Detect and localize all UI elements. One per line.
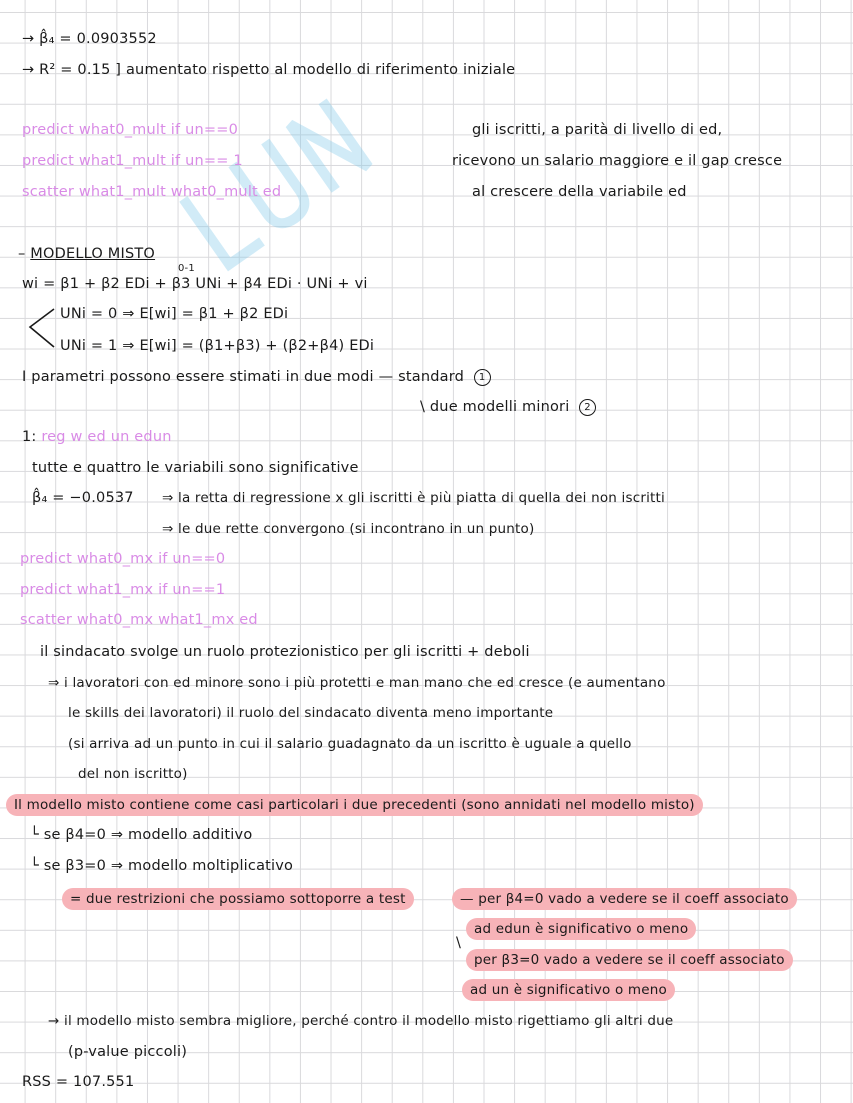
cmd-predict-what1-mult: predict what1_mult if un== 1	[22, 153, 243, 169]
cmd-predict-what0-mult: predict what0_mult if un==0	[22, 122, 239, 138]
branch-bracket	[26, 305, 56, 351]
cmd-predict-what0-mx: predict what0_mx if un==0	[20, 551, 226, 567]
test-beta4-line-1: — per β4=0 vado a vedere se il coeff associato	[452, 888, 797, 910]
section-title-misto: – MODELLO MISTO	[18, 246, 156, 262]
conclusion-line-1: → il modello misto sembra migliore, perché contro il modello misto rigettiamo gli altri due	[48, 1013, 674, 1029]
branch-slash: \	[456, 935, 462, 951]
additive-case: └ se β4=0 ⇒ modello additivo	[30, 827, 253, 843]
misto-equation: wi = β1 + β2 EDi + β3 UNi + β4 EDi · UNi + vi	[22, 276, 368, 292]
r2-mult: → R² = 0.15 ] aumentato rispetto al modello di riferimento iniziale	[22, 62, 516, 78]
test-beta3-line-2: ad un è significativo o meno	[462, 979, 675, 1001]
reg-interpretation-1: ⇒ la retta di regressione x gli iscritti è più piatta di quella dei non iscritti	[162, 490, 665, 506]
beta4-hat-mult: → β̂₄ = 0.0903552	[22, 31, 157, 47]
sind-line-2: ⇒ i lavoratori con ed minore sono i più protetti e man mano che ed cresce (e aumentano	[48, 675, 666, 691]
conclusion-line-2: (p-value piccoli)	[68, 1044, 188, 1060]
cmd-predict-what1-mx: predict what1_mx if un==1	[20, 582, 226, 598]
test-beta3-line-1: per β3=0 vado a vedere se il coeff associato	[466, 949, 793, 971]
rss-value: RSS = 107.551	[22, 1074, 135, 1090]
restrictions-highlight: = due restrizioni che possiamo sottoporre a test	[62, 888, 414, 910]
param-estimation-alt: \ due modelli minori 2	[420, 398, 596, 416]
param-estimation: I parametri possono essere stimati in due modi — standard 1	[22, 368, 491, 386]
sind-line-3: le skills dei lavoratori) il ruolo del sindacato diventa meno importante	[68, 705, 554, 721]
note-line-2: ricevono un salario maggiore e il gap cresce	[452, 153, 783, 169]
highlight-conclusion: Il modello misto contiene come casi particolari i due precedenti (sono annidati nel modello misto)	[6, 794, 703, 816]
reg-interpretation-2: ⇒ le due rette convergono (si incontrano in un punto)	[162, 521, 535, 537]
reg-significance: tutte e quattro le variabili sono significative	[32, 460, 359, 476]
sind-line-1: il sindacato svolge un ruolo protezionistico per gli iscritti + deboli	[40, 644, 530, 660]
multiplicative-case: └ se β3=0 ⇒ modello moltiplicativo	[30, 858, 294, 874]
note-line-3: al crescere della variabile ed	[472, 184, 687, 200]
sind-line-4: (si arriva ad un punto in cui il salario guadagnato da un iscritto è uguale a quello	[68, 736, 632, 752]
un0-expectation: UNi = 0 ⇒ E[wi] = β1 + β2 EDi	[60, 306, 289, 322]
reg-command-line: 1: reg w ed un edun	[22, 429, 172, 445]
note-line-1: gli iscritti, a parità di livello di ed,	[472, 122, 723, 138]
eq-annotation: 0-1	[178, 263, 195, 274]
beta4-hat-misto: β̂₄ = −0.0537	[32, 490, 134, 506]
sind-line-5: del non iscritto)	[78, 766, 188, 782]
test-beta4-line-2: ad edun è significativo o meno	[466, 918, 696, 940]
cmd-scatter-mult: scatter what1_mult what0_mult ed	[22, 184, 282, 200]
cmd-scatter-mx: scatter what0_mx what1_mx ed	[20, 612, 258, 628]
un1-expectation: UNi = 1 ⇒ E[wi] = (β1+β3) + (β2+β4) EDi	[60, 338, 375, 354]
